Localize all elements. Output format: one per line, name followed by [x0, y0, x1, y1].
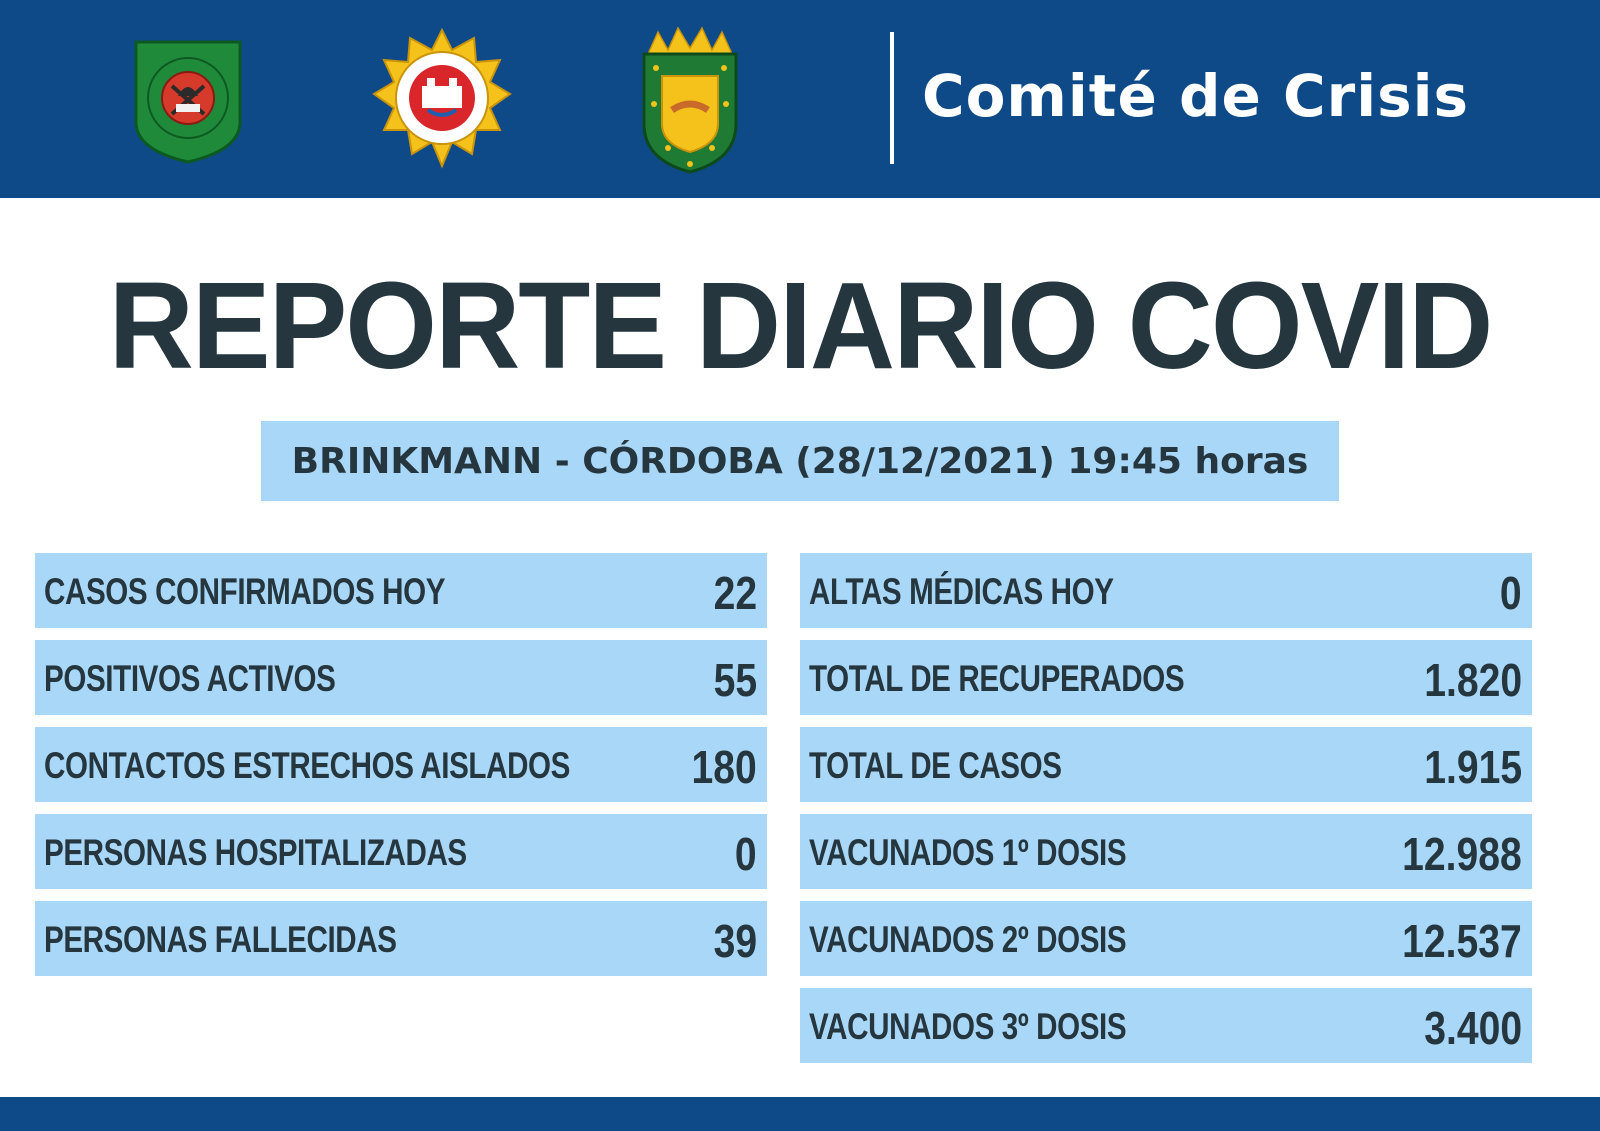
- stat-row: [35, 901, 767, 976]
- stat-value: 3.400: [1424, 1002, 1522, 1054]
- header-banner: [0, 0, 1600, 198]
- stat-row: [800, 553, 1532, 628]
- coat-of-arms-logo: [638, 24, 742, 174]
- stat-row: [35, 727, 767, 802]
- stat-label: PERSONAS FALLECIDAS: [44, 919, 397, 960]
- stat-row: [35, 640, 767, 715]
- stat-label: CONTACTOS ESTRECHOS AISLADOS: [44, 745, 571, 786]
- stat-value: 0: [735, 828, 757, 880]
- stat-row: [800, 988, 1532, 1063]
- stat-row: [800, 640, 1532, 715]
- stat-row: [35, 553, 767, 628]
- stat-label: POSITIVOS ACTIVOS: [44, 658, 336, 699]
- stat-label: VACUNADOS 3º DOSIS: [809, 1006, 1127, 1047]
- stat-label: CASOS CONFIRMADOS HOY: [44, 571, 446, 612]
- stat-value: 1.820: [1424, 654, 1522, 706]
- stat-label: PERSONAS HOSPITALIZADAS: [44, 832, 467, 873]
- stats-right-column: [800, 553, 1532, 1075]
- stat-value: 39: [713, 915, 757, 967]
- stat-value: 12.537: [1402, 915, 1522, 967]
- footer-band: [0, 1097, 1600, 1131]
- stat-label: ALTAS MÉDICAS HOY: [809, 571, 1114, 612]
- header-divider: [890, 32, 894, 164]
- stat-value: 12.988: [1402, 828, 1522, 880]
- committee-title: Comité de Crisis: [922, 62, 1470, 130]
- location-date-text: BRINKMANN - CÓRDOBA (28/12/2021) 19:45 horas: [291, 441, 1309, 482]
- stat-value: 1.915: [1424, 741, 1522, 793]
- stat-row: [800, 814, 1532, 889]
- bomberos-seal-logo: [132, 38, 244, 164]
- stat-row: [35, 814, 767, 889]
- location-date-bar: [261, 421, 1339, 501]
- stat-row: [800, 901, 1532, 976]
- stat-label: TOTAL DE CASOS: [809, 745, 1062, 786]
- stat-row: [800, 727, 1532, 802]
- page-title: REPORTE DIARIO COVID: [108, 256, 1492, 396]
- stat-label: VACUNADOS 1º DOSIS: [809, 832, 1127, 873]
- policia-badge-logo: [372, 28, 512, 170]
- stat-value: 0: [1500, 567, 1522, 619]
- stat-value: 55: [713, 654, 757, 706]
- stats-left-column: [35, 553, 767, 988]
- stat-label: TOTAL DE RECUPERADOS: [809, 658, 1185, 699]
- stat-value: 22: [713, 567, 757, 619]
- stat-value: 180: [691, 741, 757, 793]
- stat-label: VACUNADOS 2º DOSIS: [809, 919, 1127, 960]
